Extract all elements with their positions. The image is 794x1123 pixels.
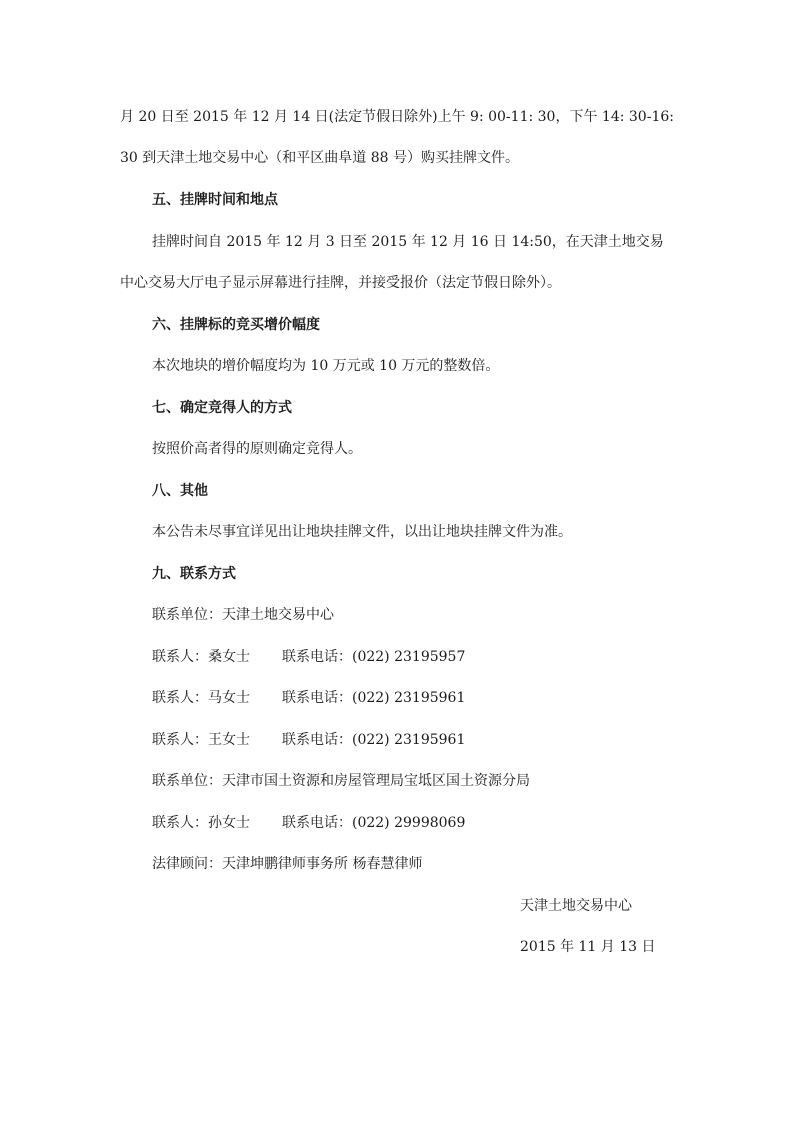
contact-person: 联系人：王女士 xyxy=(152,732,250,748)
contact-row xyxy=(152,688,465,708)
section-5-heading: 五、挂牌时间和地点 xyxy=(152,192,278,208)
section-5-line-1: 挂牌时间自 2015 年 12 月 3 日至 2015 年 12 月 16 日 14:50，在天津土地交易 xyxy=(152,234,664,250)
section-8-heading: 八、其他 xyxy=(152,483,208,499)
contact-person: 联系人：孙女士 xyxy=(152,815,250,831)
legal-advisor: 法律顾问：天津坤鹏律师事务所 杨春慧律师 xyxy=(152,856,423,872)
contact-row xyxy=(152,813,465,833)
contact-phone: 联系电话：(022) 23195957 xyxy=(282,649,466,665)
purchase-line-2: 30 到天津土地交易中心（和平区曲阜道 88 号）购买挂牌文件。 xyxy=(120,150,519,166)
section-9-heading: 九、联系方式 xyxy=(152,566,236,582)
signature-org: 天津土地交易中心 xyxy=(520,898,632,914)
section-7-heading: 七、确定竞得人的方式 xyxy=(152,400,292,416)
section-6-heading: 六、挂牌标的竞买增价幅度 xyxy=(152,317,320,333)
section-5-line-2: 中心交易大厅电子显示屏幕进行挂牌，并接受报价（法定节假日除外）。 xyxy=(120,275,561,291)
contact-unit-1: 联系单位：天津土地交易中心 xyxy=(152,607,334,623)
contact-phone: 联系电话：(022) 23195961 xyxy=(282,732,466,748)
purchase-line-1: 月 20 日至 2015 年 12 月 14 日(法定节假日除外)上午 9: 00-11: 30，下午 14: 30-16: xyxy=(120,109,674,125)
contact-phone: 联系电话：(022) 29998069 xyxy=(282,815,466,831)
contact-row xyxy=(152,647,465,667)
signature-date: 2015 年 11 月 13 日 xyxy=(520,939,656,955)
contact-person: 联系人：马女士 xyxy=(152,690,250,706)
section-7-text: 按照价高者得的原则确定竞得人。 xyxy=(152,441,362,457)
contact-phone: 联系电话：(022) 23195961 xyxy=(282,690,466,706)
contact-person: 联系人：桑女士 xyxy=(152,649,250,665)
contact-unit-2: 联系单位：天津市国土资源和房屋管理局宝坻区国土资源分局 xyxy=(152,773,530,789)
contact-row xyxy=(152,730,465,750)
section-6-text: 本次地块的增价幅度均为 10 万元或 10 万元的整数倍。 xyxy=(152,358,500,374)
section-8-text: 本公告未尽事宜详见出让地块挂牌文件，以出让地块挂牌文件为准。 xyxy=(152,524,572,540)
